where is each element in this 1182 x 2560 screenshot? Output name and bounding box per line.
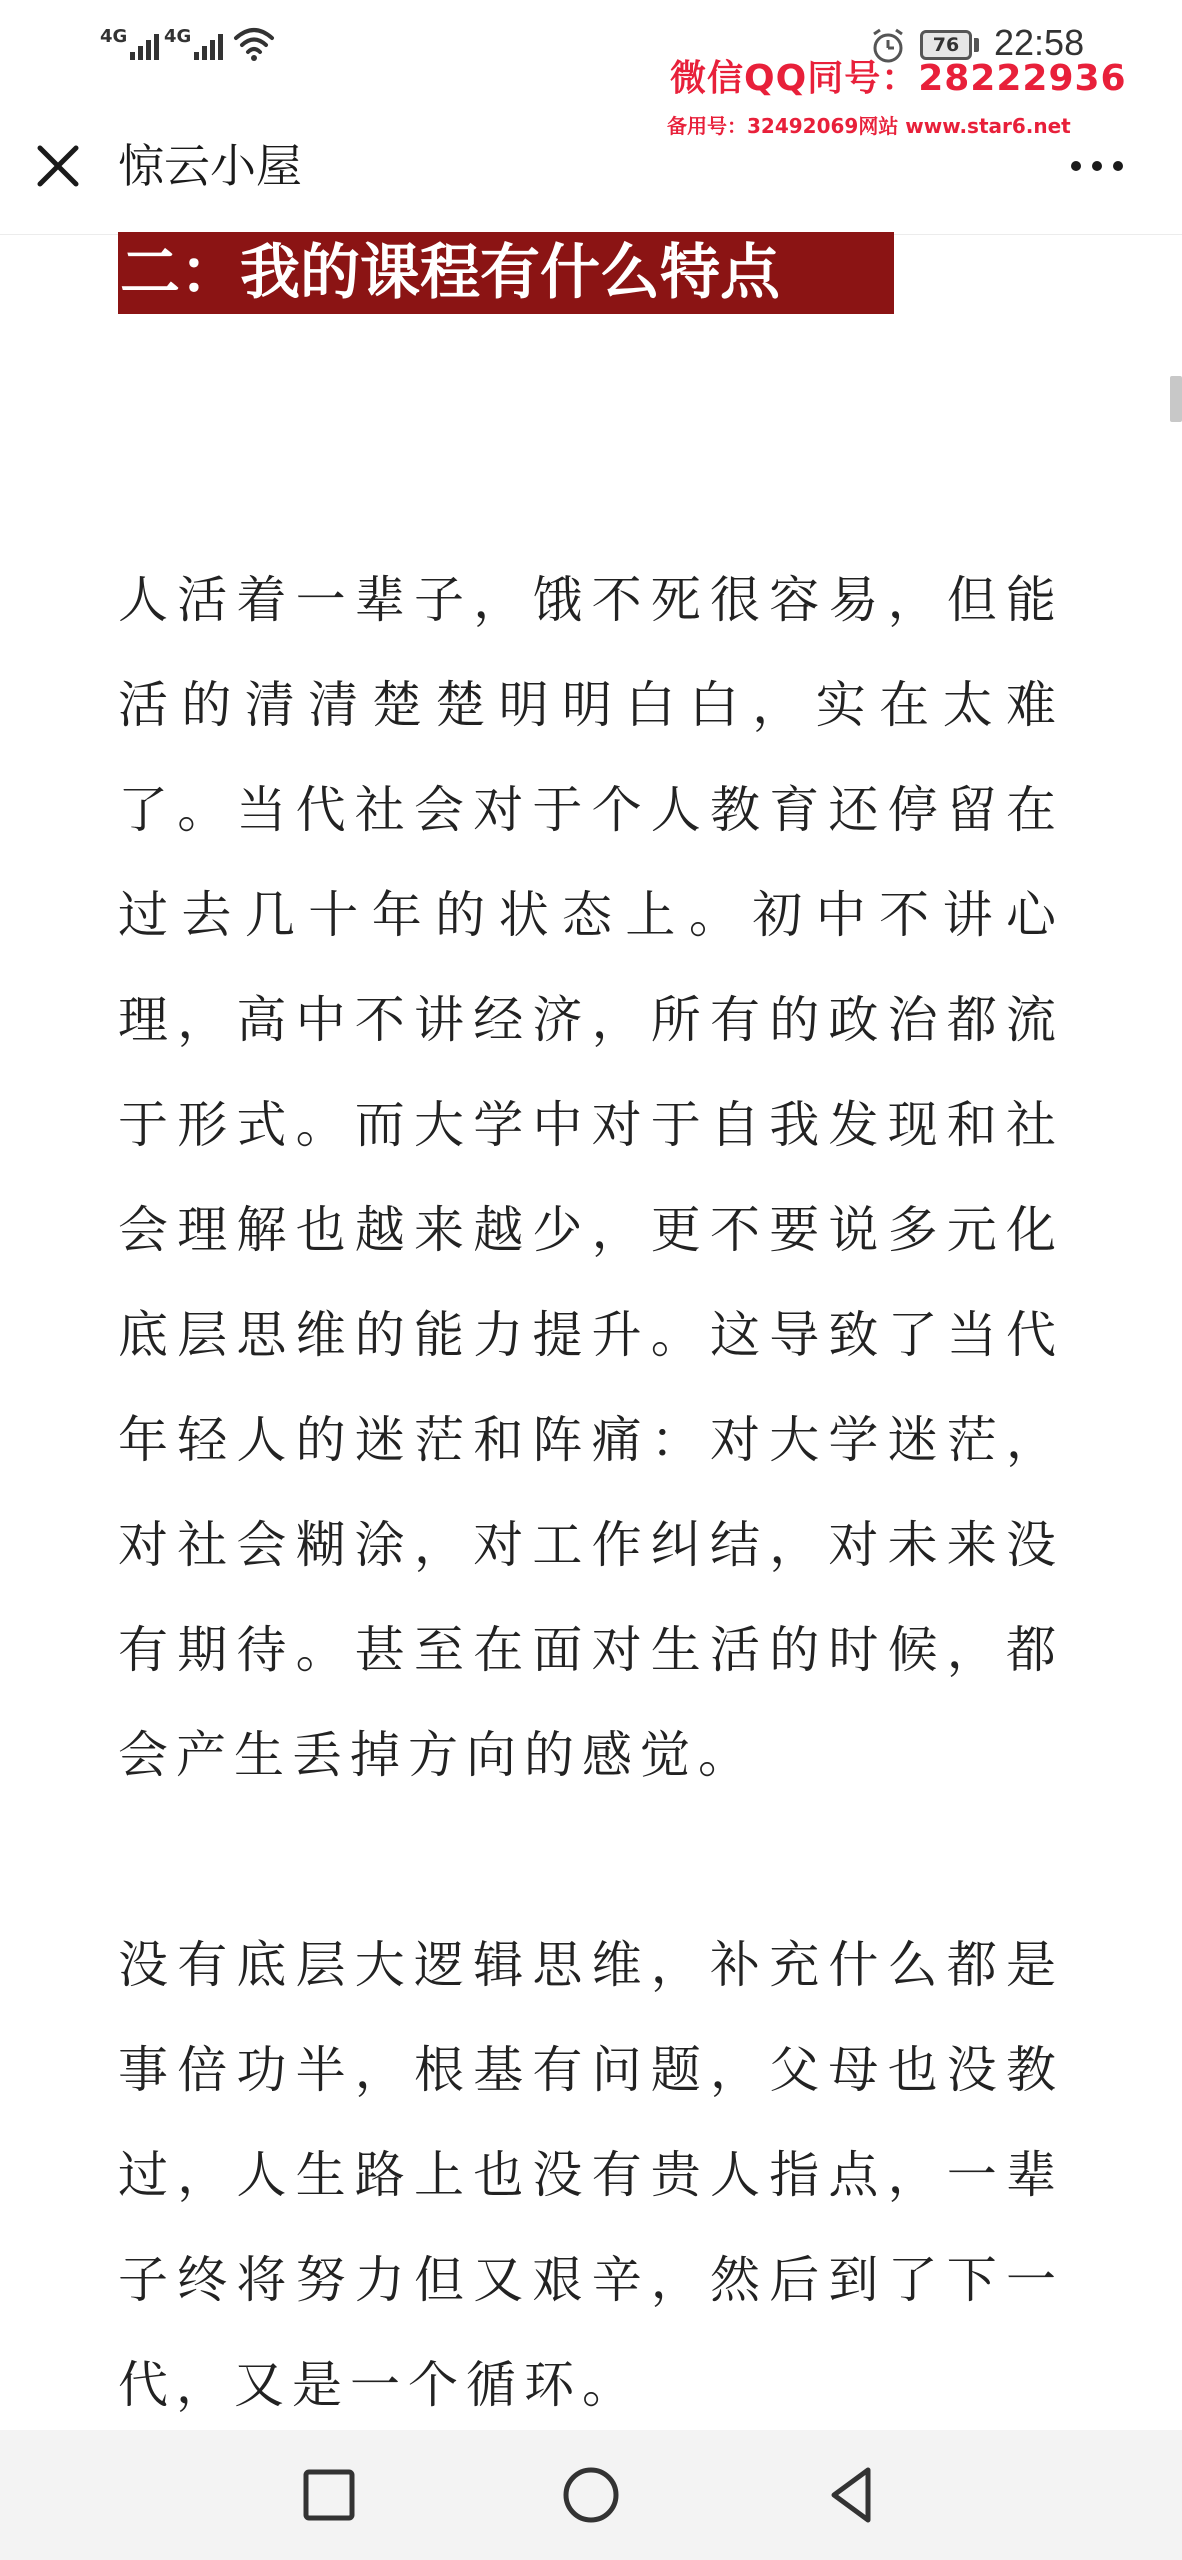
- article-paragraph-2: 没有底层大逻辑思维，补充什么都是事倍功半，根基有问题，父母也没教过，人生路上也没有贵人指点，一辈子终将努力但又艰辛，然后到了下一代，又是一个循环。: [118, 1936, 1064, 2414]
- section-heading: 二：我的课程有什么特点: [118, 232, 894, 314]
- square-recent-apps-icon[interactable]: [294, 2460, 364, 2530]
- page-title: 惊云小屋: [118, 139, 302, 193]
- more-dots-icon[interactable]: [1062, 136, 1132, 196]
- triangle-back-icon[interactable]: [818, 2460, 888, 2530]
- scrollbar-thumb[interactable]: [1170, 376, 1182, 422]
- watermark-sub: 备用号：32492069网站 www.star6.net: [667, 114, 1071, 138]
- network-type-1: 4G: [100, 26, 128, 47]
- signal-1-icon: [100, 26, 162, 60]
- close-icon[interactable]: [28, 136, 88, 196]
- status-time: 22:58: [994, 22, 1085, 63]
- battery-level: 76: [932, 34, 960, 56]
- wifi-icon: [232, 26, 276, 62]
- network-type-2: 4G: [164, 26, 192, 47]
- signal-2-icon: [164, 26, 226, 60]
- article-paragraph-1: 人活着一辈子，饿不死很容易，但能活的清清楚楚明明白白，实在太难了。当代社会对于个人教育还停留在过去几十年的状态上。初中不讲心理，高中不讲经济，所有的政治都流于形式。而大学中对于自我发现和社会理解也越来越少，更不要说多元化底层思维的能力提升。这导致了当代年轻人的迷茫和阵痛：对大学迷茫，对社会糊涂，对工作纠结，对未来没有期待。甚至在面对生活的时候，都会产生丢掉方向的感觉。: [118, 571, 1064, 1784]
- system-nav-bar: [0, 2430, 1182, 2560]
- watermark-main: 微信QQ同号：28222936: [670, 58, 1127, 99]
- circle-home-icon[interactable]: [556, 2460, 626, 2530]
